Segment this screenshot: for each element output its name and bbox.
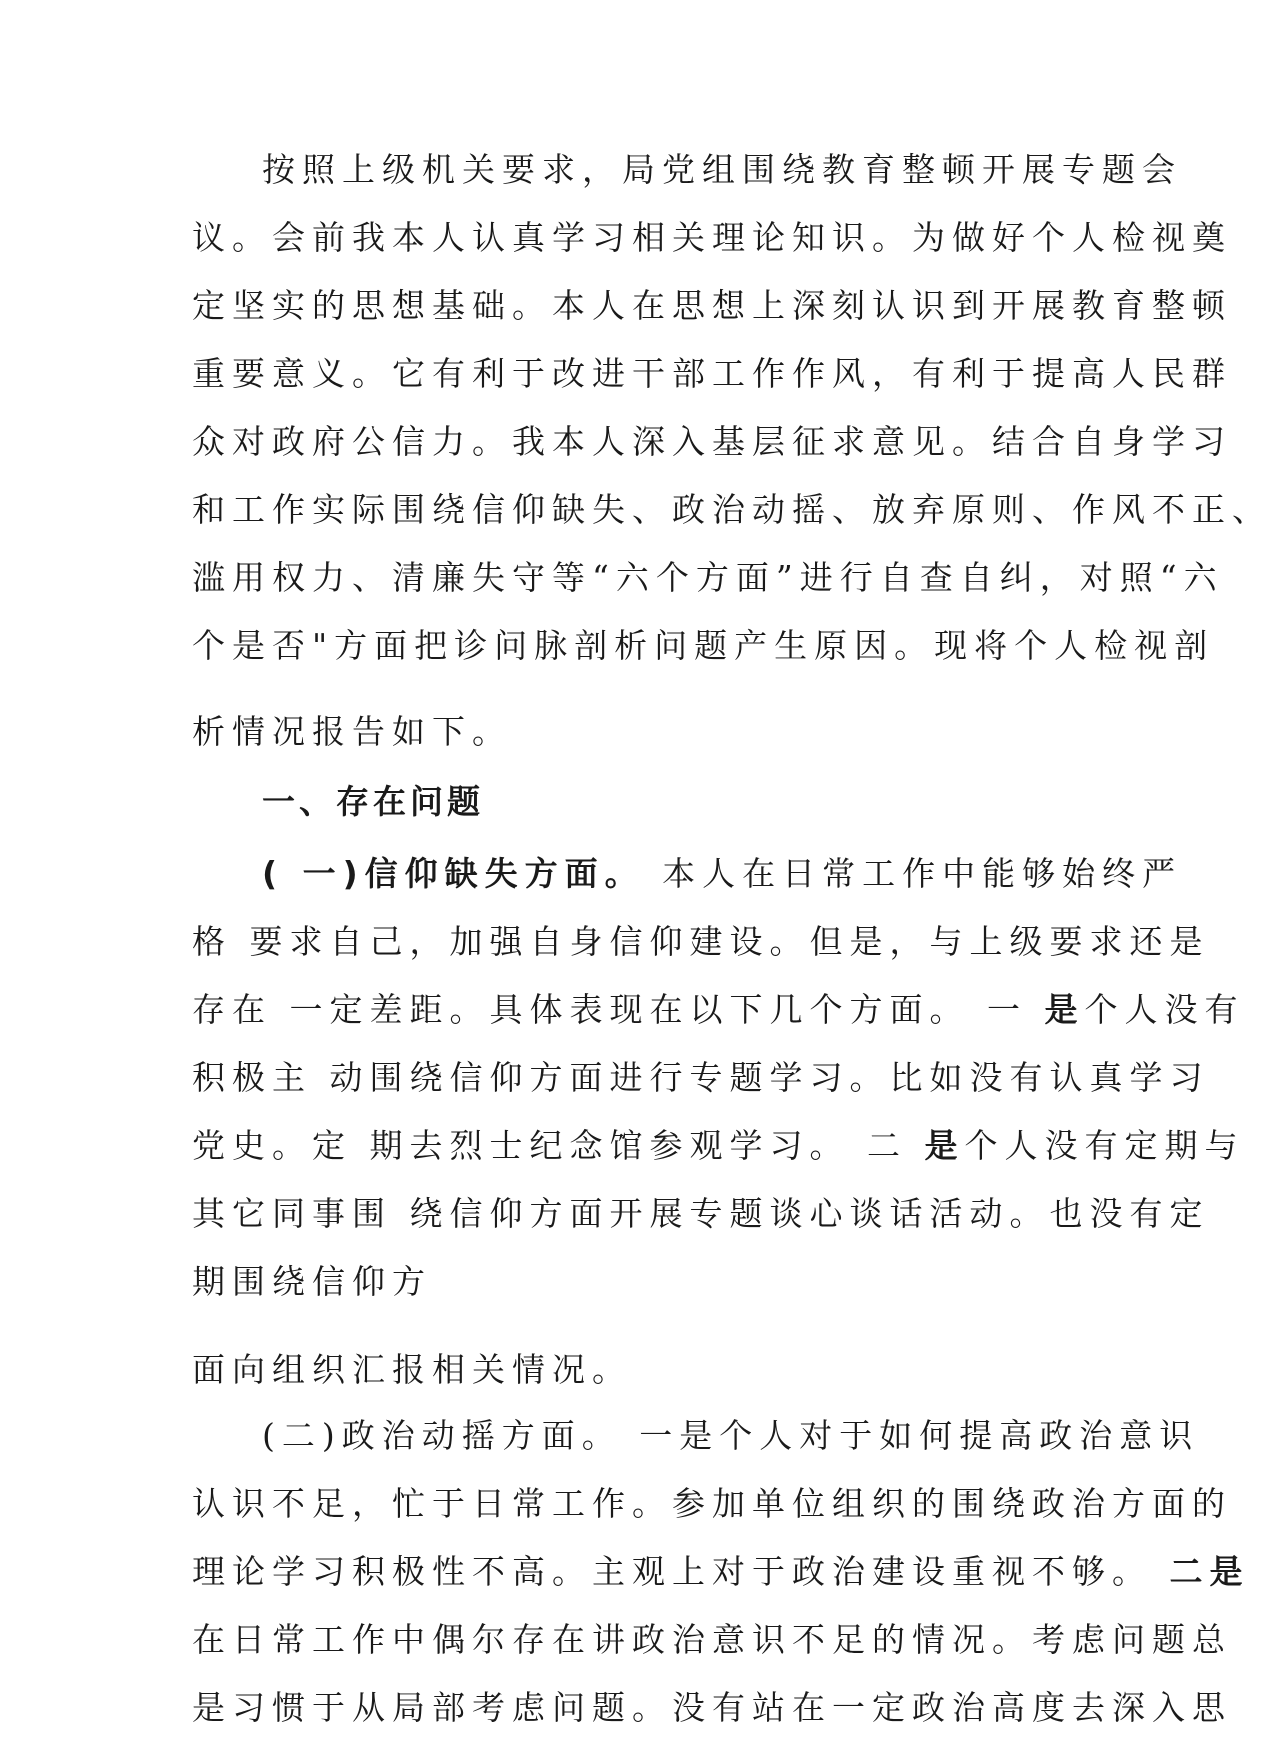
intro-line-1: 按照上级机关要求，局党组围绕教育整顿开展专题会 [262,150,1182,189]
sub1-line-3-b: 是 [1044,990,1085,1029]
sub2-line-3 [192,1550,1250,1594]
sub2-line-2: 认识不足，忙于日常工作。参加单位组织的围绕政治方面的 [192,1484,1232,1523]
sub1-line-1 [262,852,1183,896]
sub1-line-5-a: 党史。定 期去烈士纪念馆参观学习。 二 [192,1126,925,1165]
intro-line-2: 议。会前我本人认真学习相关理论知识。为做好个人检视奠 [192,218,1232,257]
intro-line-6: 和工作实际围绕信仰缺失、政治动摇、放弃原则、作风不正、 [192,490,1272,529]
sub1-line-5-b: 是 [924,1126,965,1165]
sub1-line-7: 期围绕信仰方 [192,1262,432,1301]
sub1-label: ( 一)信仰缺失方面。 [262,854,645,893]
sub1-line-3-c: 个人没有 [1084,990,1245,1029]
sub2-line-3-b: 二是 [1169,1552,1250,1591]
sub1-line-6: 其它同事围 绕信仰方面开展专题谈心谈话活动。也没有定 [192,1194,1210,1233]
intro-line-7: 滥用权力、清廉失守等“六个方面”进行自查自纠，对照“六 [192,558,1224,597]
sub1-line-8: 面向组织汇报相关情况。 [192,1350,632,1389]
intro-line-4: 重要意义。它有利于改进干部工作作风，有利于提高人民群 [192,354,1232,393]
sub2-line-4: 在日常工作中偶尔存在讲政治意识不足的情况。考虑问题总 [192,1620,1232,1659]
sub1-line-5 [192,1124,1245,1168]
sub1-line-4: 积极主 动围绕信仰方面进行专题学习。比如没有认真学习 [192,1058,1210,1097]
sub2-line-1: (二)政治动摇方面。 一是个人对于如何提高政治意识 [262,1416,1200,1455]
sub2-line-5: 是习惯于从局部考虑问题。没有站在一定政治高度去深入思 [192,1688,1232,1727]
intro-line-9: 析情况报告如下。 [192,712,512,751]
sub1-line-1-text: 本人在日常工作中能够始终严 [644,854,1183,893]
intro-line-8: 个是否"方面把诊问脉剖析问题产生原因。现将个人检视剖 [192,626,1215,665]
sub1-line-2: 格 要求自己，加强自身信仰建设。但是，与上级要求还是 [192,922,1210,961]
intro-line-5: 众对政府公信力。我本人深入基层征求意见。结合自身学习 [192,422,1232,461]
sub1-line-5-c: 个人没有定期与 [964,1126,1245,1165]
sub2-line-3-a: 理论学习积极性不高。主观上对于政治建设重视不够。 [192,1552,1170,1591]
sub1-line-3 [192,988,1245,1032]
intro-line-3: 定坚实的思想基础。本人在思想上深刻认识到开展教育整顿 [192,286,1232,325]
sub1-line-3-a: 存在 一定差距。具体表现在以下几个方面。 一 [192,990,1045,1029]
section-heading: 一、存在问题 [262,782,484,821]
